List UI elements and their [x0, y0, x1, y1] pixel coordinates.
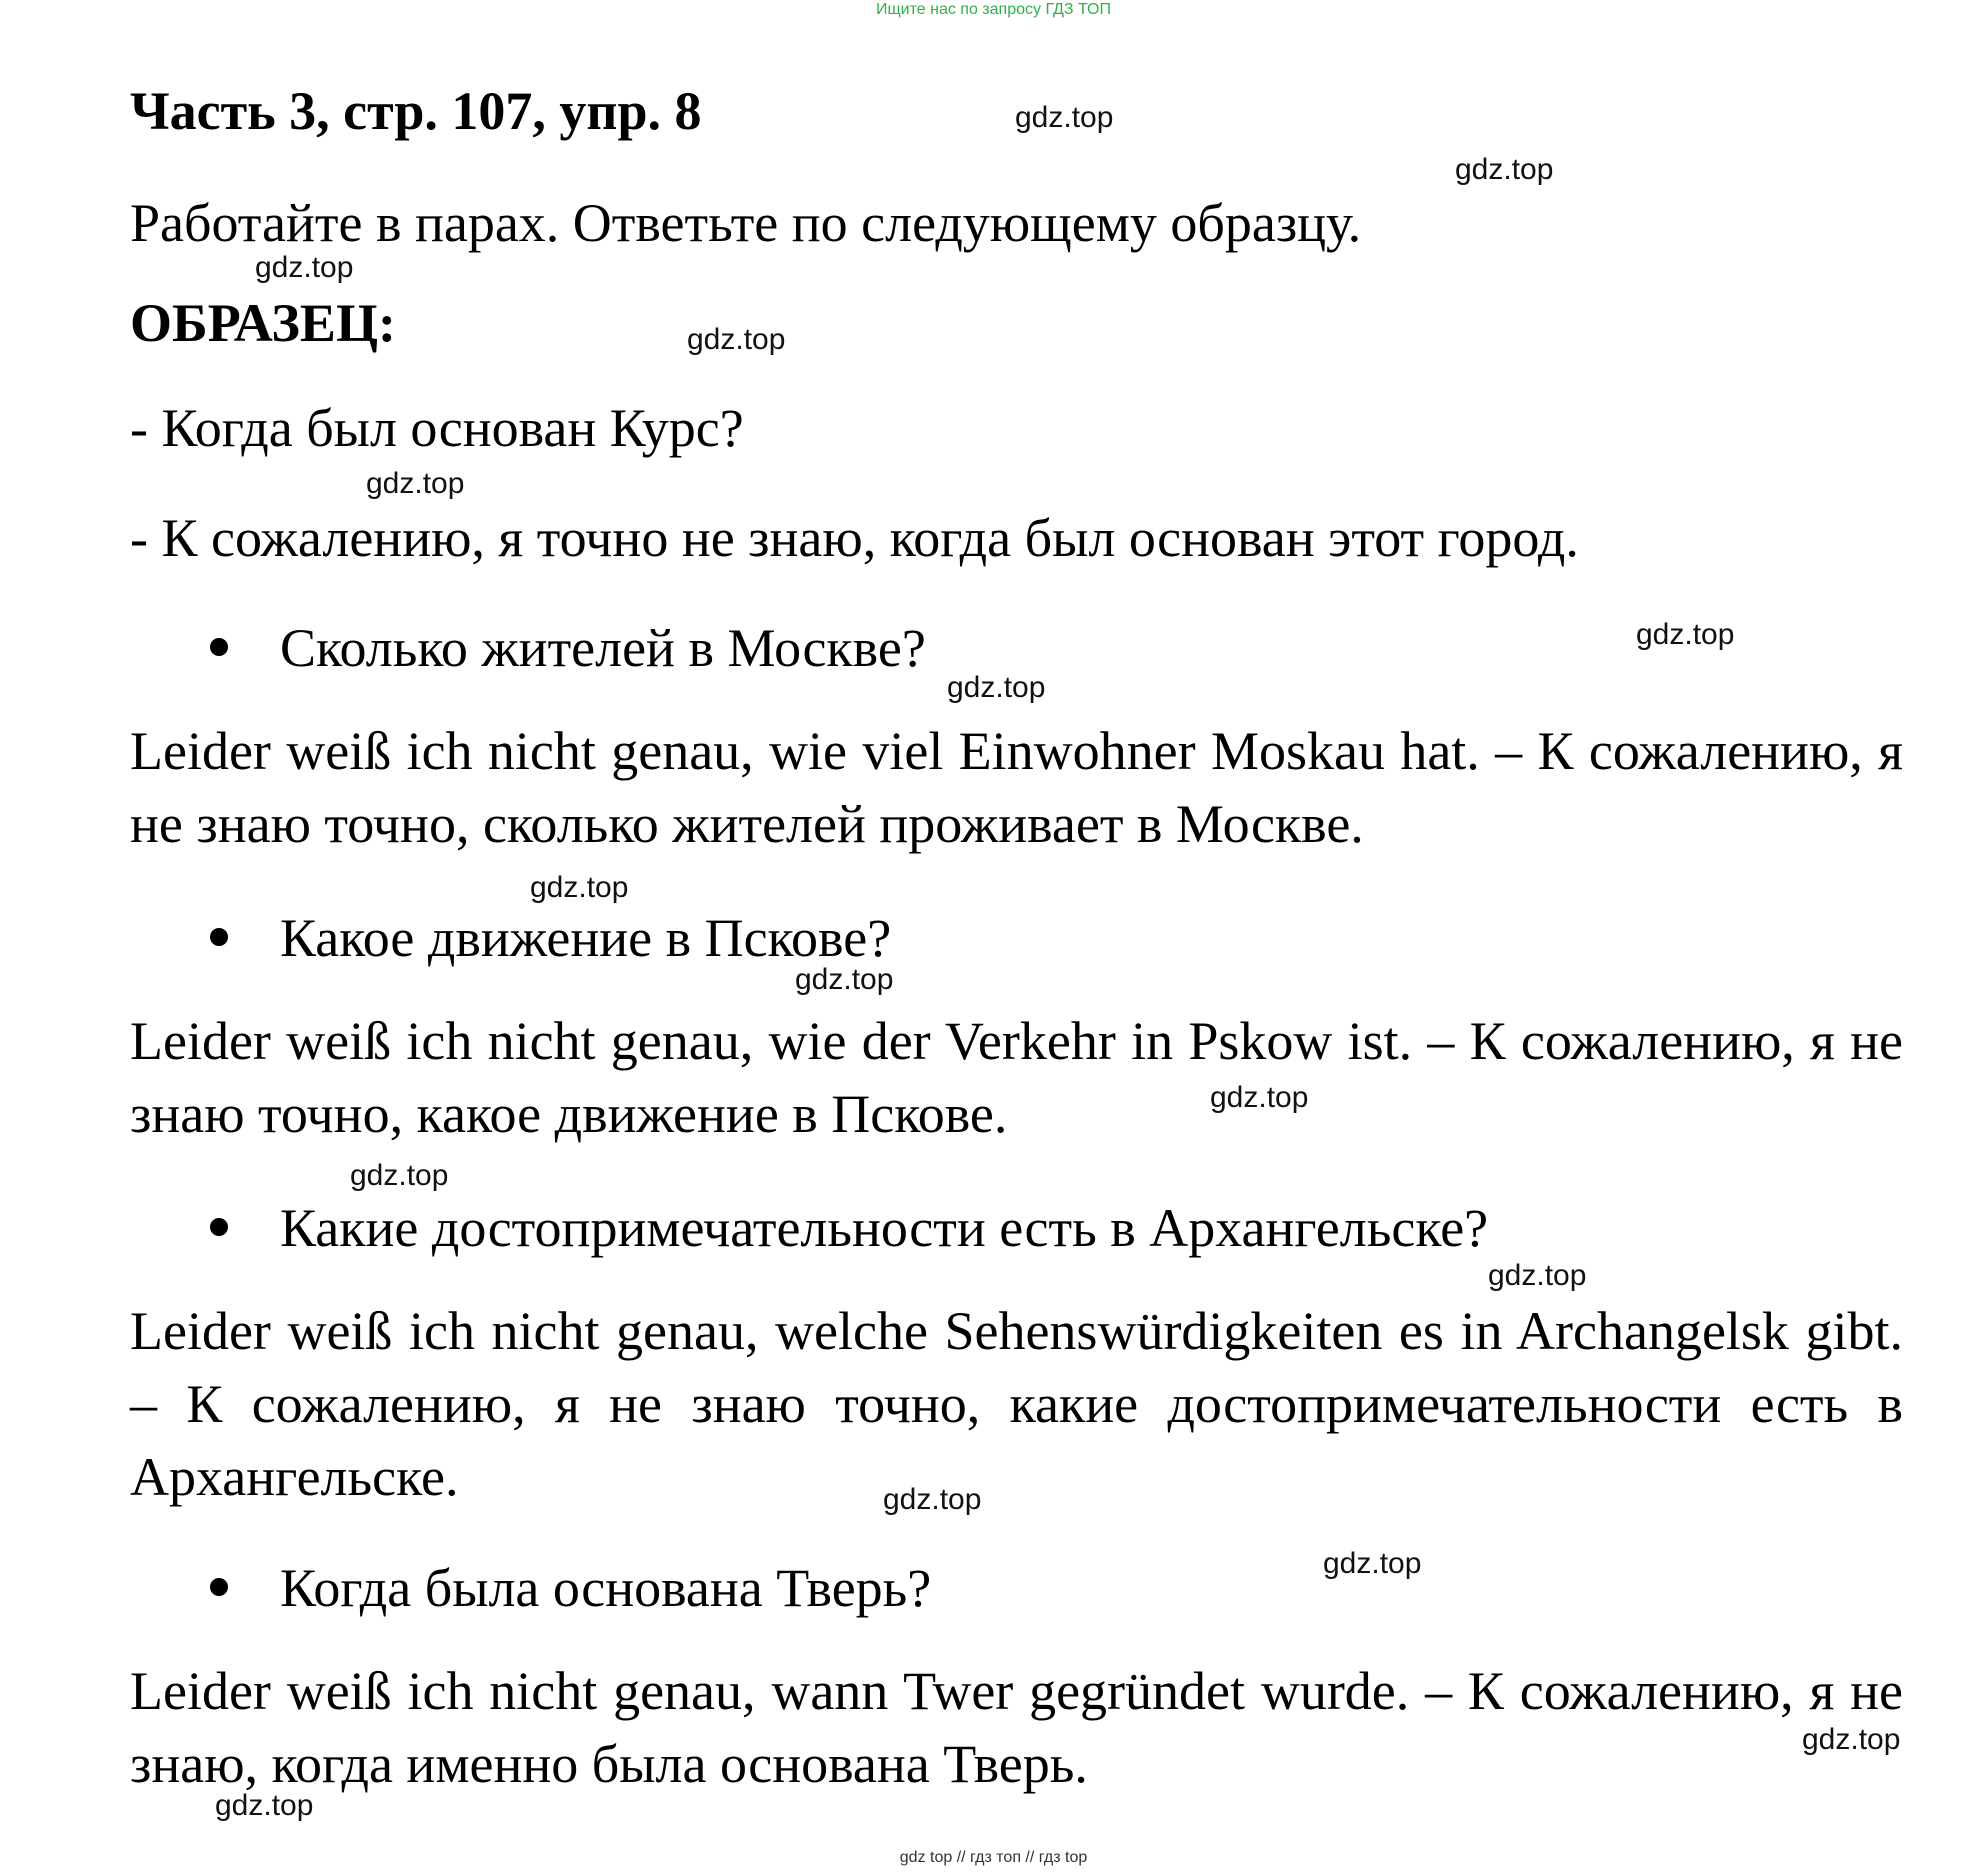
answer-paragraph: Leider weiß ich nicht genau, wie der Verkehr in Pskow ist. – К сожалению, я не знаю точно, какое движение в Пскове.	[130, 1011, 1903, 1144]
watermark: gdz.top	[947, 671, 1046, 704]
watermark: gdz.top	[1210, 1081, 1309, 1114]
watermark: gdz.top	[1455, 153, 1554, 186]
watermark: gdz.top	[1323, 1547, 1422, 1580]
watermark: gdz.top	[350, 1159, 449, 1192]
watermark: gdz.top	[530, 871, 629, 904]
watermark: gdz.top	[1802, 1723, 1901, 1756]
watermark: gdz.top	[1636, 618, 1735, 651]
watermark: gdz.top	[1488, 1259, 1587, 1292]
question-text: Какие достопримечательности есть в Архангельске?	[280, 1198, 1489, 1258]
bullet-icon	[210, 638, 228, 656]
question-text: Сколько жителей в Москве?	[280, 618, 926, 678]
answer-paragraph: Leider weiß ich nicht genau, wann Twer gegründet wurde. – К сожалению, я не знаю, когда именно была основана Тверь.	[130, 1661, 1903, 1794]
sample-label: ОБРАЗЕЦ:	[130, 293, 396, 353]
sample-answer: - К сожалению, я точно не знаю, когда был основан этот город.	[130, 508, 1579, 568]
top-banner: Ищите нас по запросу ГДЗ ТОП	[876, 1, 1111, 18]
answer-paragraph: Leider weiß ich nicht genau, welche Sehenswürdigkeiten es in Archangelsk gibt. – К сожалению, я не знаю точно, какие достопримечательности есть в Архангельске.	[130, 1301, 1903, 1507]
list-item-question	[280, 615, 926, 681]
list-item-question	[280, 1195, 1488, 1261]
watermark: gdz.top	[1015, 101, 1114, 134]
watermark: gdz.top	[883, 1483, 982, 1516]
bullet-icon	[210, 1578, 228, 1596]
watermark: gdz.top	[366, 467, 465, 500]
bullet-icon	[210, 1218, 228, 1236]
question-text: Какое движение в Пскове?	[280, 908, 892, 968]
answer-paragraph: Leider weiß ich nicht genau, wie viel Einwohner Moskau hat. – К сожалению, я не знаю точно, сколько жителей проживает в Москве.	[130, 721, 1903, 854]
page-title: Часть 3, стр. 107, упр. 8	[130, 81, 702, 141]
question-text: Когда была основана Тверь?	[280, 1558, 932, 1618]
bullet-icon	[210, 928, 228, 946]
sample-question: - Когда был основан Курс?	[130, 398, 744, 458]
instruction-text: Работайте в парах. Ответьте по следующему образцу.	[130, 193, 1362, 253]
watermark: gdz.top	[687, 323, 786, 356]
watermark: gdz.top	[215, 1789, 314, 1822]
list-item-question	[280, 1555, 931, 1621]
watermark: gdz.top	[255, 251, 354, 284]
watermark: gdz.top	[795, 963, 894, 996]
footer-links: gdz top // гдз топ // гдз top	[899, 1849, 1088, 1866]
